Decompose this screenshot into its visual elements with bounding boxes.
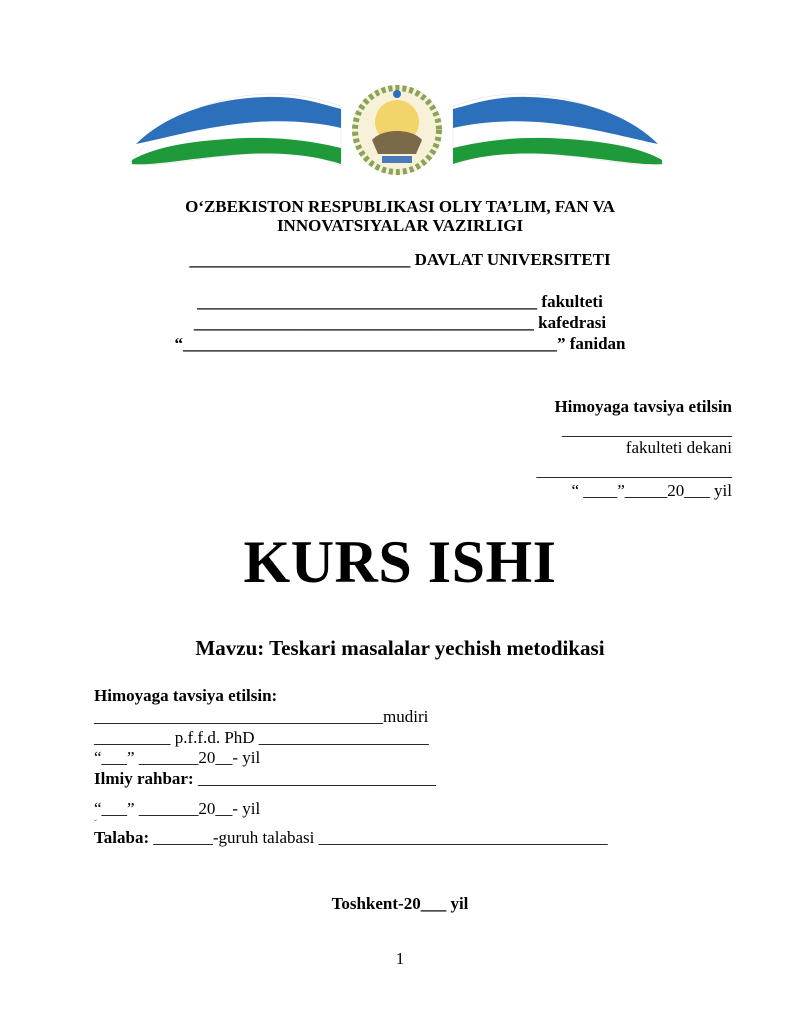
supervisor-line: ____________________________: [193, 769, 436, 788]
stray-mark: ˇ: [94, 818, 97, 828]
ministry-line-2: INNOVATSIYALAR VAZIRLIGI: [276, 216, 524, 235]
student-line: _______-guruh talabasi __________________________________: [149, 828, 608, 847]
approval-signature-line: ____________________: [562, 420, 732, 439]
approval-heading: Himoyaga tavsiya etilsin: [554, 397, 732, 416]
document-title: KURS ISHI: [243, 529, 557, 595]
approval-name-line: _______________________: [536, 461, 732, 480]
ministry-line-1: O‘ZBEKISTON RESPUBLIKASI OLIY TA’LIM, FAN VA: [185, 197, 615, 216]
department-line: ________________________________________ kafedrasi: [193, 313, 607, 332]
head-of-department-line: __________________________________mudiri: [94, 707, 429, 726]
ministry-name: [0, 197, 800, 235]
approval-date: “ ____”_____20___ yil: [571, 481, 732, 500]
student-label: Talaba:: [94, 828, 150, 847]
page-number: 1: [395, 949, 405, 968]
subject-line: “____________________________________________” fanidan: [174, 334, 626, 353]
university-line: __________________________ DAVLAT UNIVERSITETI: [189, 250, 611, 269]
recommend-heading: Himoyaga tavsiya etilsin:: [94, 686, 278, 705]
student-row: [94, 828, 608, 848]
faculty-line: ________________________________________ fakulteti: [197, 292, 603, 311]
state-emblem-with-flag: [126, 84, 668, 176]
supervisor-row: [94, 769, 436, 789]
approval-dean-label: fakulteti dekani: [625, 438, 732, 457]
supervisor-label: Ilmiy rahbar:: [94, 769, 194, 788]
date-line-2: “___” _______20__- yil: [94, 799, 261, 818]
degree-line: _________ p.f.f.d. PhD ____________________: [94, 728, 429, 747]
city-year: Toshkent-20___ yil: [331, 894, 469, 913]
date-line-1: “___” _______20__- yil: [94, 748, 261, 767]
topic-line: Mavzu: Teskari masalalar yechish metodikasi: [195, 636, 605, 660]
